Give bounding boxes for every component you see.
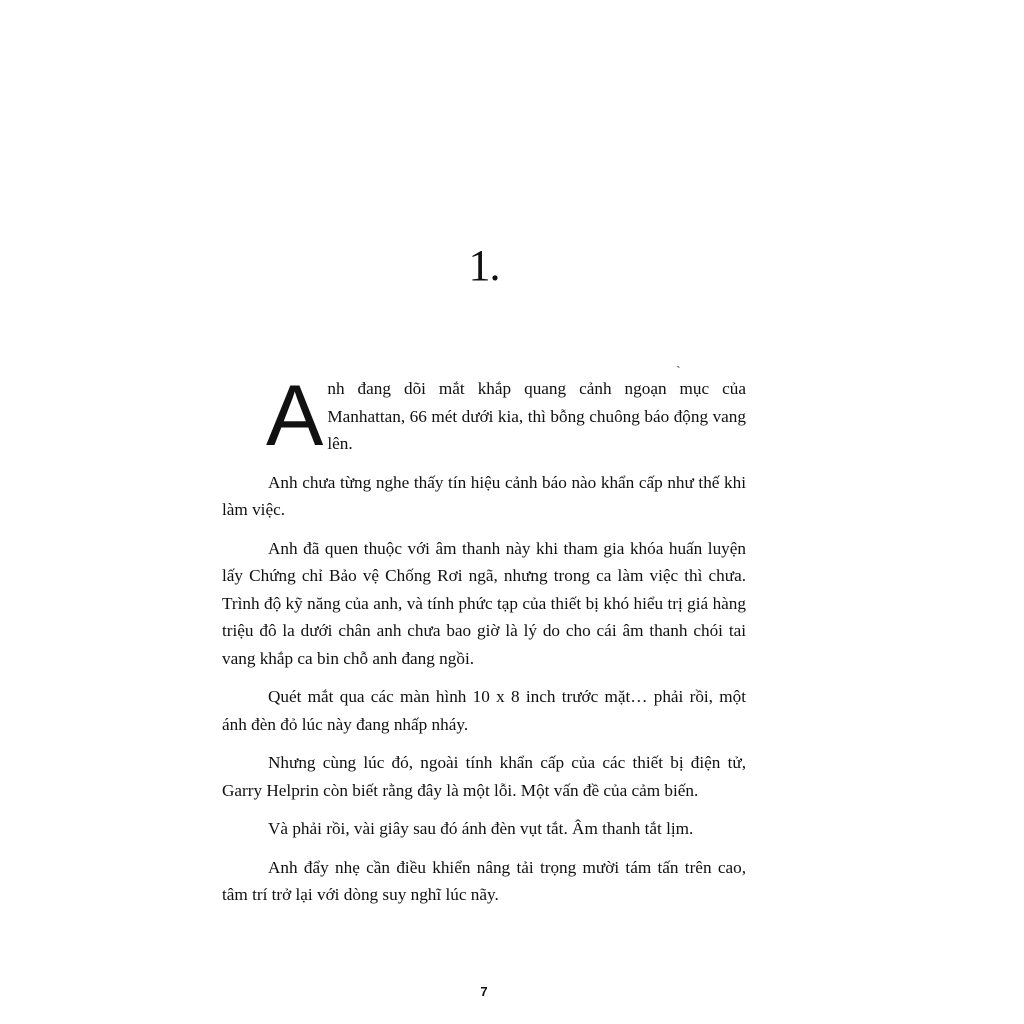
opening-paragraph xyxy=(222,368,746,464)
page-number: 7 xyxy=(480,984,488,999)
chapter-number: 1. xyxy=(468,241,500,290)
stray-mark: ˏ xyxy=(676,354,681,369)
chapter-body xyxy=(222,368,746,920)
paragraph: Nhưng cùng lúc đó, ngoài tính khẩn cấp của các thiết bị điện tử, Garry Helprin còn biết rằng đây là một lỗi. Một vấn đề của cảm biến. xyxy=(222,753,746,800)
paragraph: Quét mắt qua các màn hình 10 x 8 inch trước mặt… phải rồi, một ánh đèn đỏ lúc này đang nhấp nháy. xyxy=(222,687,746,734)
paragraph: Và phải rồi, vài giây sau đó ánh đèn vụt tắt. Âm thanh tắt lịm. xyxy=(268,819,694,838)
opening-paragraph-text: nh đang dõi mắt khắp quang cảnh ngoạn mục của Manhattan, 66 mét dưới kia, thì bỗng chuông báo động vang lên. xyxy=(327,379,746,453)
drop-cap: A xyxy=(266,368,324,464)
paragraph: Anh chưa từng nghe thấy tín hiệu cảnh báo nào khẩn cấp như thế khi làm việc. xyxy=(222,472,746,519)
paragraph: Anh đã quen thuộc với âm thanh này khi tham gia khóa huấn luyện lấy Chứng chỉ Bảo vệ Chống Rơi ngã, nhưng trong ca làm việc thì chưa. Trình độ kỹ năng của anh, và tính phức tạp của thiết bị khó hiểu trị giá hàng triệu đô la dưới chân anh chưa bao giờ là lý do cho cái âm thanh chói tai vang khắp ca bin chỗ anh đang ngồi. xyxy=(222,538,746,668)
paragraph: Anh đẩy nhẹ cần điều khiển nâng tải trọng mười tám tấn trên cao, tâm trí trở lại với dòng suy nghĩ lúc nãy. xyxy=(222,857,746,904)
